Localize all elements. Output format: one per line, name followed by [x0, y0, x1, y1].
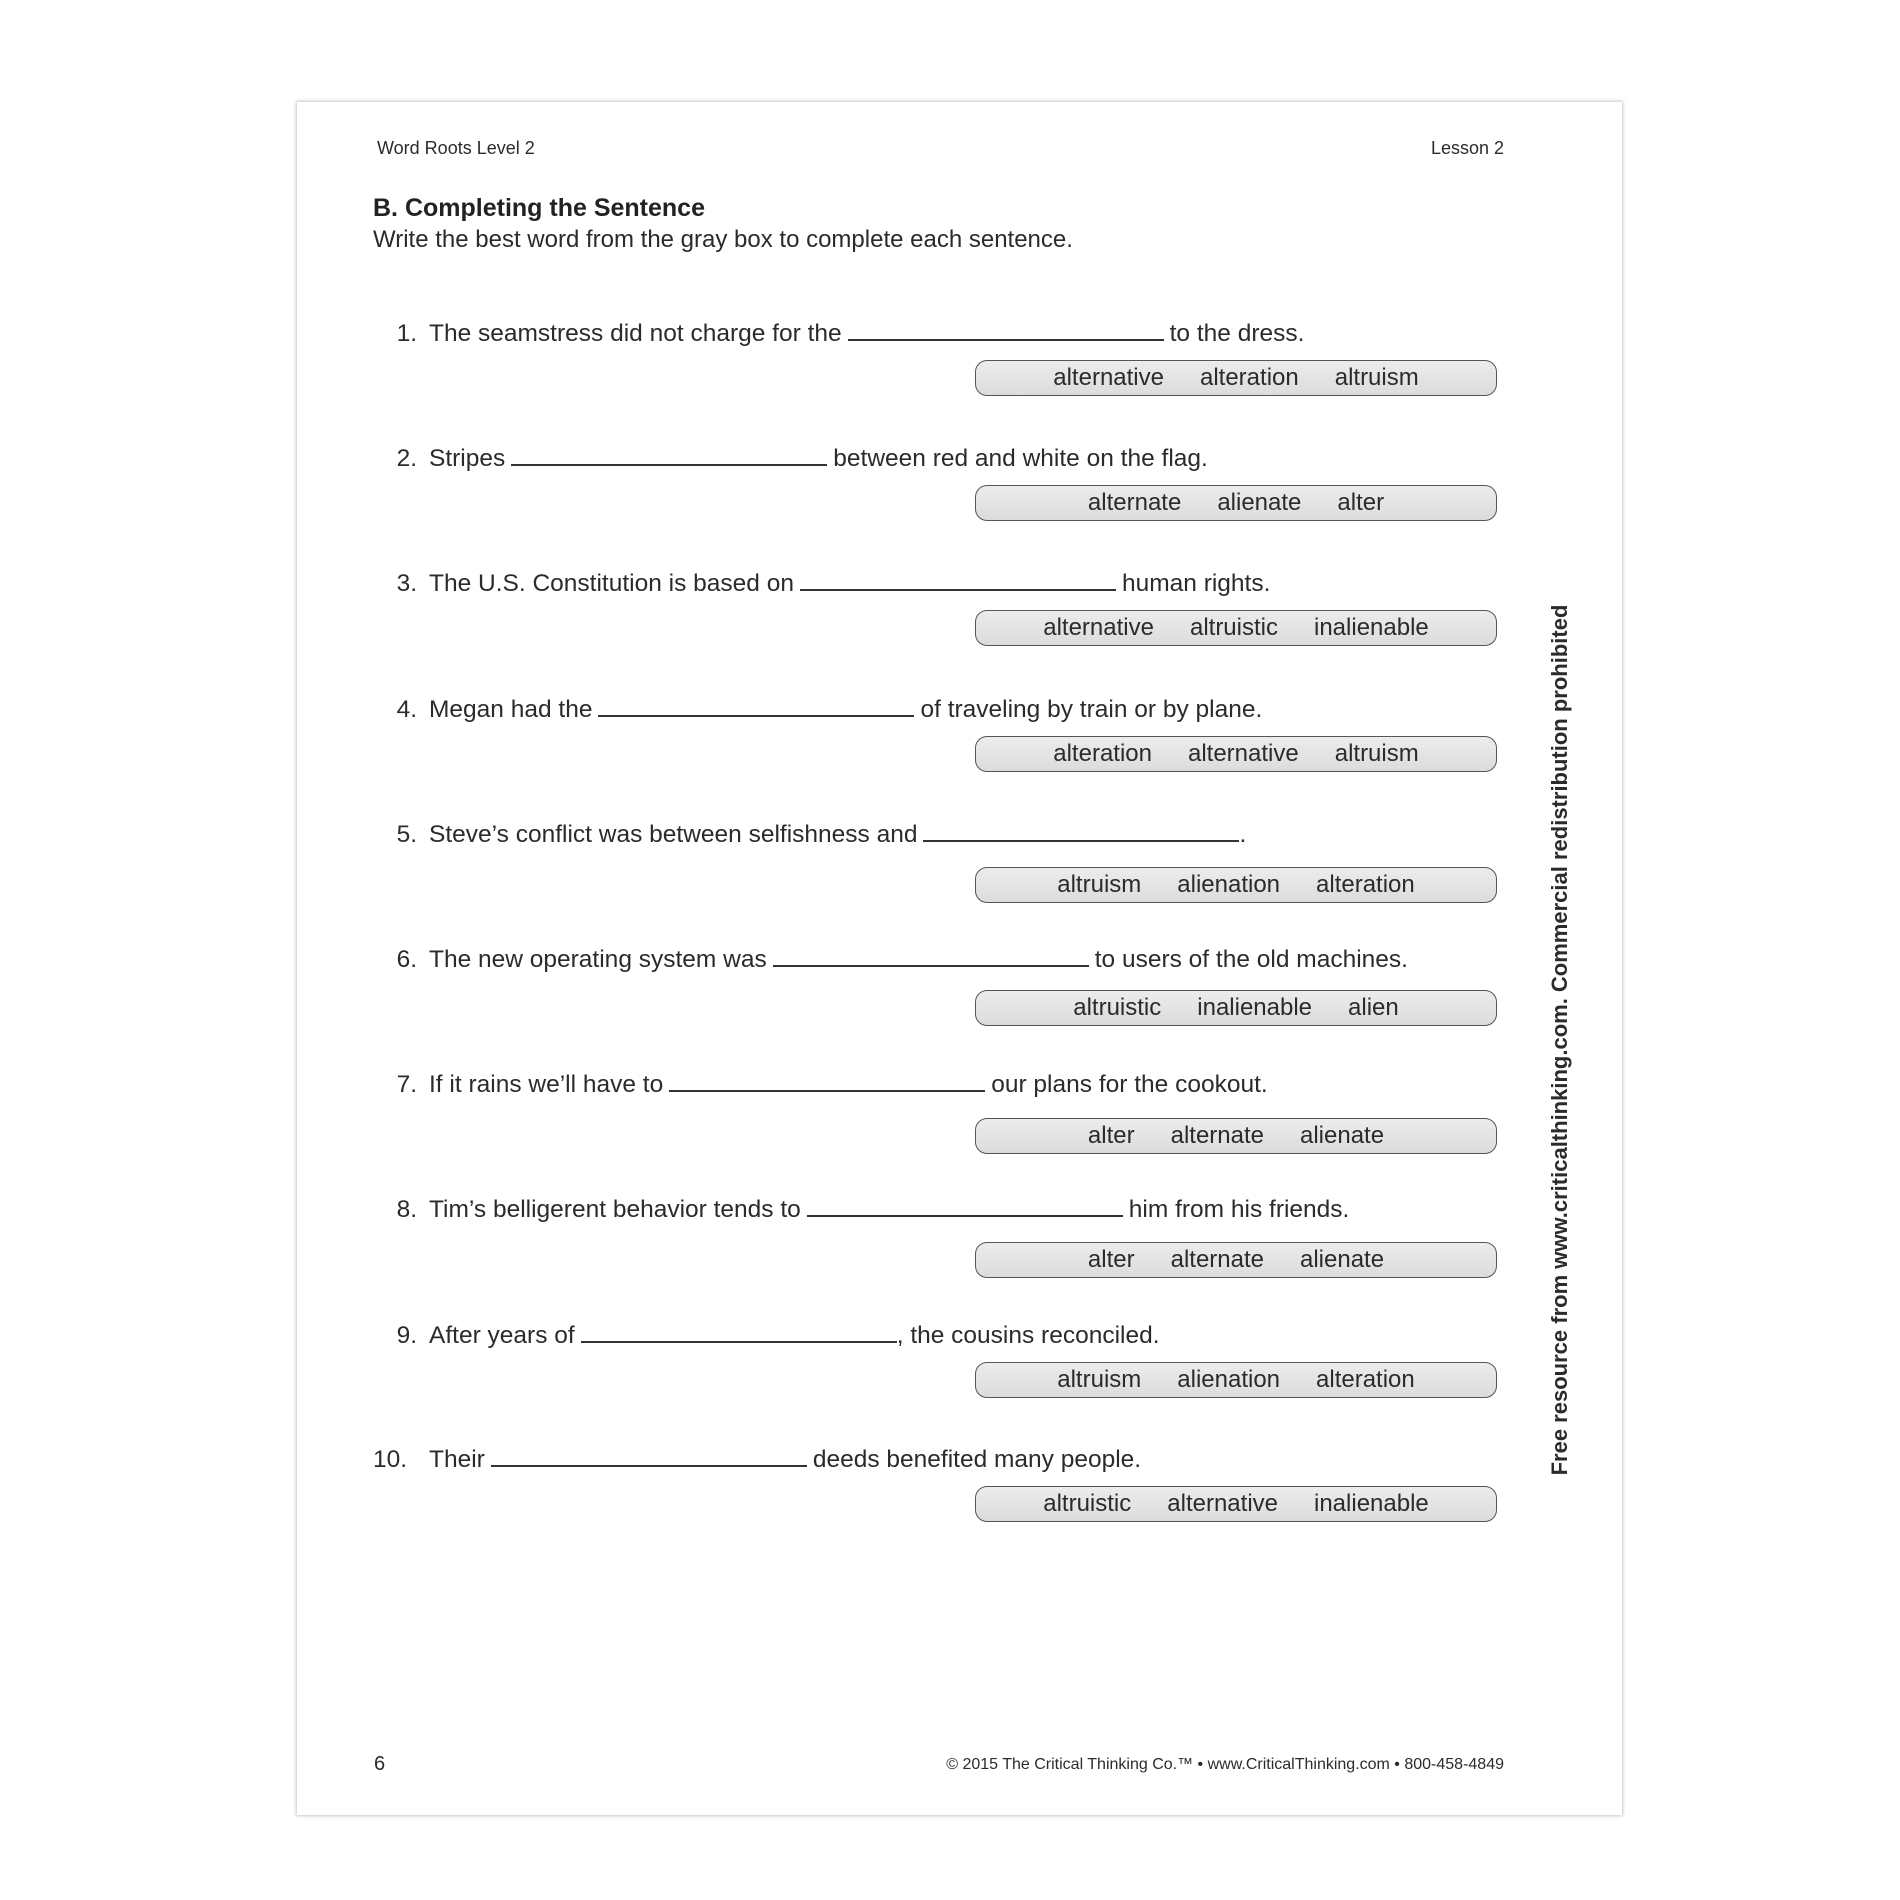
word-choice: altruistic: [1043, 1490, 1132, 1517]
sentence-end: .: [1239, 821, 1247, 848]
item-number: 1.: [396, 320, 417, 347]
item-number: 8.: [396, 1196, 417, 1223]
word-choice-box: [975, 1486, 1497, 1522]
word-choice: alternative: [1167, 1490, 1278, 1517]
word-choice-box: [975, 485, 1497, 521]
answer-blank[interactable]: [491, 1464, 807, 1467]
word-choice: altruism: [1057, 1366, 1142, 1393]
answer-blank[interactable]: [923, 839, 1239, 842]
word-choice: alternative: [1187, 740, 1299, 767]
worksheet-page: [297, 102, 1622, 1815]
word-choice: alter: [1087, 1246, 1135, 1273]
exercise-item: [373, 570, 1507, 660]
word-choice: alternate: [1170, 1246, 1264, 1273]
sentence: [373, 1196, 1349, 1224]
word-choice: alternate: [1087, 489, 1182, 516]
sentence-end: to the dress.: [1169, 320, 1305, 347]
sentence-end: deeds benefited many people.: [812, 1446, 1142, 1473]
item-number: 3.: [396, 570, 417, 597]
word-choice: alteration: [1316, 1366, 1415, 1393]
word-choice: alienate: [1217, 489, 1302, 516]
word-choice: alter: [1337, 489, 1385, 516]
item-number: 6.: [396, 946, 417, 973]
exercise-item: [373, 1196, 1507, 1286]
word-choice: altruistic: [1073, 994, 1162, 1021]
word-choice: alternative: [1043, 614, 1154, 641]
word-choice: alteration: [1053, 740, 1152, 767]
word-choice: alteration: [1316, 871, 1415, 898]
sentence: [373, 946, 1408, 974]
word-choice: altruism: [1334, 364, 1419, 391]
exercise-item: [373, 946, 1507, 1036]
sentence: [373, 696, 1262, 724]
sentence-start: Steve’s conflict was between selfishness and: [429, 821, 918, 848]
word-choice-box: [975, 1118, 1497, 1154]
exercise-item: [373, 696, 1507, 786]
exercise-item: [373, 821, 1507, 911]
word-choice: alienate: [1300, 1122, 1385, 1149]
sentence-start: Tim’s belligerent behavior tends to: [429, 1196, 801, 1223]
word-choice: altruistic: [1189, 614, 1278, 641]
answer-blank[interactable]: [669, 1089, 985, 1092]
sentence-end: our plans for the cookout.: [991, 1071, 1268, 1098]
answer-blank[interactable]: [581, 1340, 897, 1343]
item-number: 7.: [396, 1071, 417, 1098]
word-choice: alternative: [1053, 364, 1164, 391]
item-number: 9.: [396, 1322, 417, 1349]
answer-blank[interactable]: [848, 338, 1164, 341]
sentence-end: to users of the old machines.: [1094, 946, 1408, 973]
word-choice: alienation: [1177, 871, 1281, 898]
sentence-end: of traveling by train or by plane.: [920, 696, 1263, 723]
word-choice: alien: [1348, 994, 1399, 1021]
word-choice-box: [975, 1242, 1497, 1278]
word-choice: altruism: [1057, 871, 1142, 898]
sentence: [373, 570, 1270, 598]
exercise-item: [373, 1071, 1507, 1161]
word-choice-box: [975, 360, 1497, 396]
word-choice: alteration: [1199, 364, 1299, 391]
running-header-book-title: Word Roots Level 2: [377, 138, 535, 158]
sentence: [373, 1446, 1141, 1474]
sentence: [373, 1322, 1160, 1350]
sentence: [373, 821, 1246, 849]
word-choice-box: [975, 736, 1497, 772]
word-choice-box: [975, 867, 1497, 903]
sentence-start: Megan had the: [429, 696, 593, 723]
sentence-start: If it rains we’ll have to: [429, 1071, 664, 1098]
sentence: [373, 1071, 1268, 1099]
exercise-item: [373, 445, 1507, 535]
sentence: [373, 320, 1304, 348]
exercise-item: [373, 1446, 1507, 1536]
word-choice-box: [975, 990, 1497, 1026]
item-number: 5.: [396, 821, 417, 848]
sentence-start: After years of: [429, 1322, 575, 1349]
word-choice-box: [975, 1362, 1497, 1398]
item-number: 10.: [373, 1446, 408, 1473]
sentence-start: The seamstress did not charge for the: [429, 320, 842, 347]
sentence-end: between red and white on the flag.: [833, 445, 1208, 472]
sentence-start: The new operating system was: [429, 946, 767, 973]
sentence: [373, 445, 1208, 473]
page-number: 6: [374, 1753, 386, 1775]
sentence-start: The U.S. Constitution is based on: [429, 570, 794, 597]
answer-blank[interactable]: [800, 588, 1116, 591]
word-choice: alternate: [1170, 1122, 1264, 1149]
sentence-end: human rights.: [1121, 570, 1271, 597]
exercise-item: [373, 1322, 1507, 1412]
sentence-start: Their: [429, 1446, 485, 1473]
answer-blank[interactable]: [773, 964, 1089, 967]
word-choice: alienate: [1300, 1246, 1385, 1273]
item-number: 4.: [396, 696, 417, 723]
sentence-end: , the cousins reconciled.: [896, 1322, 1160, 1349]
word-choice: inalienable: [1314, 614, 1429, 641]
word-choice: altruism: [1334, 740, 1419, 767]
section-instructions: Write the best word from the gray box to complete each sentence.: [373, 226, 1073, 253]
exercise-item: [373, 320, 1507, 410]
item-number: 2.: [396, 445, 417, 472]
word-choice: alienation: [1177, 1366, 1281, 1393]
word-choice-box: [975, 610, 1497, 646]
answer-blank[interactable]: [511, 463, 827, 466]
answer-blank[interactable]: [807, 1214, 1123, 1217]
copyright-footer: © 2015 The Critical Thinking Co.™ • www.CriticalThinking.com • 800-458-4849: [946, 1756, 1504, 1773]
word-choice: inalienable: [1197, 994, 1313, 1021]
running-header-lesson: Lesson 2: [1430, 138, 1504, 158]
section-title: B. Completing the Sentence: [373, 194, 705, 222]
sentence-end: him from his friends.: [1128, 1196, 1350, 1223]
word-choice: inalienable: [1314, 1490, 1429, 1517]
answer-blank[interactable]: [598, 714, 914, 717]
redistribution-notice: Free resource from www.criticalthinking.com. Commercial redistribution prohibited: [1547, 604, 1572, 1476]
word-choice: alter: [1087, 1122, 1135, 1149]
sentence-start: Stripes: [429, 445, 506, 472]
